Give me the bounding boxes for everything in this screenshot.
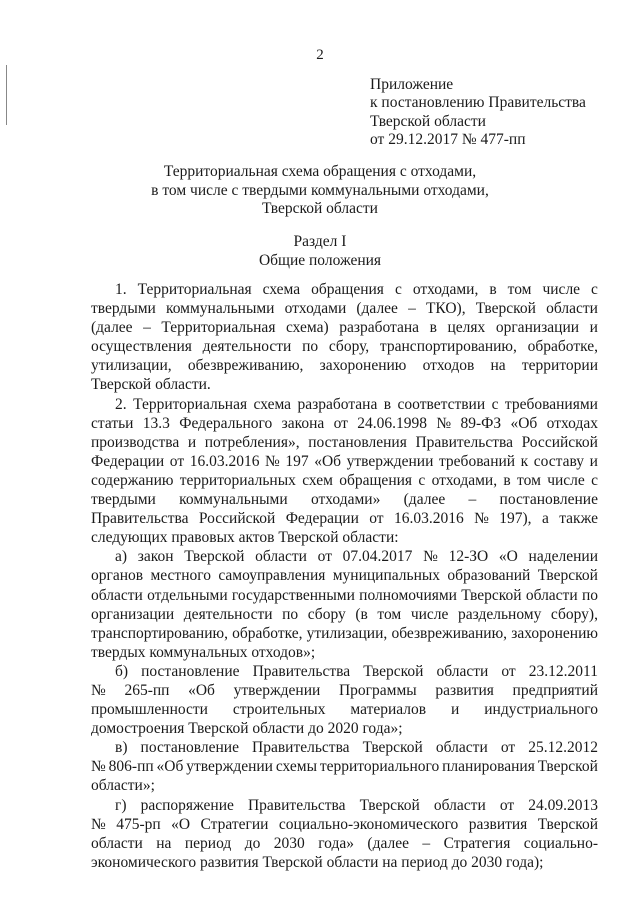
body-line: области на период до 2030 года» (далее – Стратегия социально- <box>91 834 598 852</box>
body-line: производства и потребления», постановления Правительства Российской <box>91 433 598 451</box>
body-line: Правительства Российской Федерации от 16.03.2016 № 197), а также <box>91 510 598 528</box>
body-line: № 806-пп «Об утверждении схемы территориального планирования Тверской <box>91 758 598 776</box>
page-number: 2 <box>316 47 324 63</box>
body-line: а) закон Тверской области от 07.04.2017 № 12-ЗО «О наделении <box>115 548 598 566</box>
body-line: домостроения Тверской области до 2020 года»; <box>91 720 403 738</box>
body-line: № 265-пп «Об утверждении Программы развития предприятий <box>91 681 598 699</box>
body-line: твердыми коммунальными отходами» (далее – постановление <box>91 491 598 509</box>
body-line: 2. Территориальная схема разработана в соответствии с требованиями <box>115 395 598 413</box>
section-heading <box>0 233 640 270</box>
body-line: б) постановление Правительства Тверской области от 23.12.2011 <box>115 662 598 680</box>
appendix-line: Приложение <box>370 76 454 93</box>
body-line: организации деятельности по сбору (в том числе раздельному сбору), <box>91 605 598 623</box>
body-line: твердыми коммунальными отходами (далее – ТКО), Тверской области <box>91 300 598 318</box>
body-line: органов местного самоуправления муниципальных образований Тверской <box>91 567 598 585</box>
body-line: 1. Территориальная схема обращения с отходами, в том числе с <box>115 281 598 298</box>
body-line: следующих правовых актов Тверской области: <box>91 529 399 547</box>
body-line: области отдельными государственными полномочиями Тверской области по <box>91 586 598 604</box>
title-line: Тверской области <box>262 200 378 217</box>
appendix-line: от 29.12.2017 № 477-пп <box>370 131 526 149</box>
body-line: в) постановление Правительства Тверской области от 25.12.2012 <box>115 739 598 757</box>
body-line: транспортированию, обработке, утилизации, обезвреживанию, захоронению <box>91 624 598 642</box>
body-line: г) распоряжение Правительства Тверской области от 24.09.2013 <box>115 796 598 814</box>
body-line: (далее – Территориальная схема) разработана в целях организации и <box>91 319 598 337</box>
document-title <box>0 163 640 219</box>
title-line: в том числе с твердыми коммунальными отходами, <box>151 181 489 199</box>
body-line: промышленности строительных материалов и индустриального <box>91 701 598 719</box>
body-line: твердых коммунальных отходов»; <box>91 643 316 661</box>
appendix-line: к постановлению Правительства <box>370 94 586 112</box>
body-line: Тверской области. <box>91 376 211 394</box>
body-line: № 475-рп «О Стратегии социально-экономического развития Тверской <box>91 815 598 833</box>
body-text <box>91 280 598 872</box>
body-line: содержанию территориальных схем обращения с отходами, в том числе с <box>91 471 598 489</box>
section-label: Раздел I <box>293 233 347 250</box>
appendix-line: Тверской области <box>370 112 486 130</box>
section-title: Общие положения <box>258 251 382 269</box>
title-line: Территориальная схема обращения с отходами, <box>163 163 477 180</box>
body-line: экономического развития Тверской области на период до 2030 года); <box>91 853 544 871</box>
appendix-block <box>370 76 586 150</box>
body-line: статьи 13.3 Федерального закона от 24.06.1998 № 89-ФЗ «Об отходах <box>91 414 598 432</box>
body-line: осуществления деятельности по сбору, транспортированию, обработке, <box>91 338 598 356</box>
body-line: Федерации от 16.03.2016 № 197 «Об утверждении требований к составу и <box>91 452 598 470</box>
body-line: утилизации, обезвреживанию, захоронению отходов на территории <box>91 357 598 375</box>
body-line: области»; <box>91 777 155 795</box>
margin-mark <box>6 65 7 125</box>
